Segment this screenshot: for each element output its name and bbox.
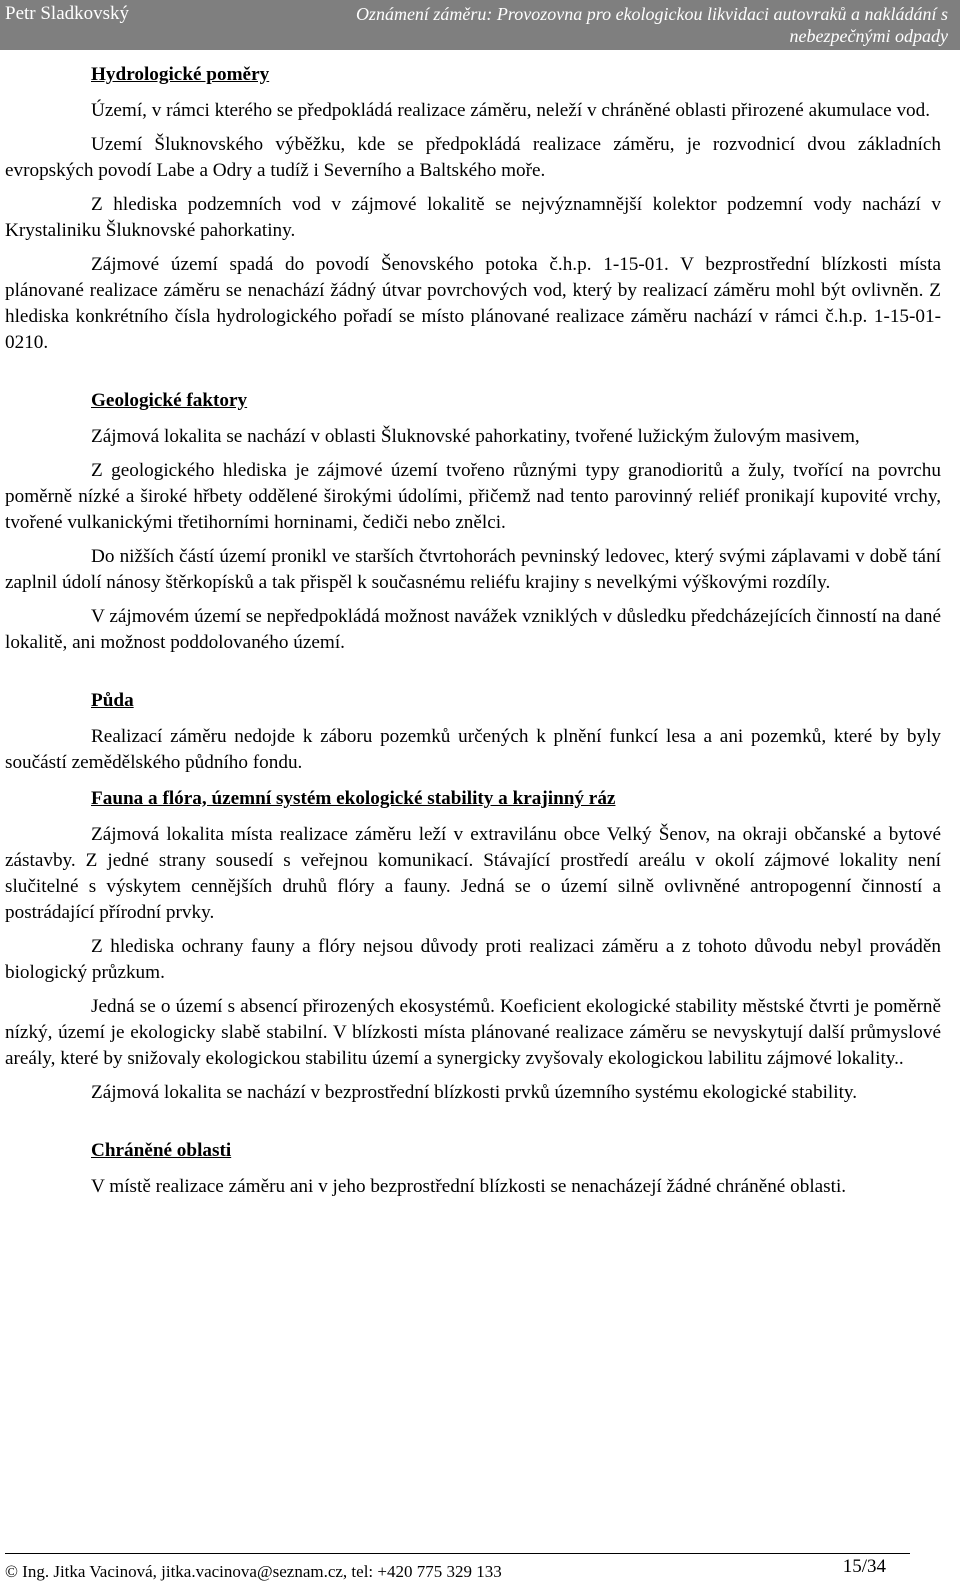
section-heading: Chráněné oblasti xyxy=(91,1140,232,1161)
section-heading: Geologické faktory xyxy=(91,390,248,411)
page-header xyxy=(0,0,960,50)
paragraph: Zájmové území spadá do povodí Šenovského potoka č.h.p. 1-15-01. V bezprostřední blízkosti místa plánované realizace záměru se nenachází žádný útvar povrchových vod, který by realizací záměru mohl být ovlivněn. Z hlediska konkrétního čísla hydrologického pořadí se místo plánované realizace záměru nachází v rámci č.h.p. 1-15-01-0210. xyxy=(5,254,941,353)
paragraph: Uzemí Šluknovského výběžku, kde se předpokládá realizace záměru, je rozvodnicí dvou základních evropských povodí Labe a Odry a tudíž i Severního a Baltského moře. xyxy=(5,134,941,181)
document-body xyxy=(5,60,941,1208)
section-spacer xyxy=(5,364,941,378)
paragraph: Území, v rámci kterého se předpokládá realizace záměru, neleží v chráněné oblasti přirozené akumulace vod. xyxy=(91,100,931,121)
section-heading: Hydrologické poměry xyxy=(91,64,270,85)
paragraph: Realizací záměru nedojde k záboru pozemků určených k plnění funkcí lesa a ani pozemků, které by byly součástí zemědělského půdního fondu. xyxy=(5,726,941,773)
paragraph: Zájmová lokalita se nachází v bezprostřední blízkosti prvků územního systému ekologické stability. xyxy=(91,1082,858,1103)
section-fauna-flora xyxy=(5,786,941,1106)
paragraph: Z hlediska ochrany fauny a flóry nejsou důvody proti realizaci záměru a z tohoto důvodu nebyl prováděn biologický průzkum. xyxy=(5,936,941,983)
paragraph: V místě realizace záměru ani v jeho bezprostřední blízkosti se nenacházejí žádné chráněné oblasti. xyxy=(91,1176,847,1197)
paragraph: Jedná se o území s absencí přirozených ekosystémů. Koeficient ekologické stability městské čtvrti je poměrně nízký, území je ekologicky slabě stabilní. V blízkosti místa plánované realizace záměru se nevyskytují další průmyslové areály, které by snižovaly ekologickou stabilitu území a synergicky zvyšovaly ekologickou labilitu zájmové lokality.. xyxy=(5,996,941,1069)
paragraph: Z geologického hlediska je zájmové území tvořeno různými typy granodioritů a žuly, tvořící na povrchu poměrně nízké a široké hřbety oddělené širokými údolími, přičemž nad tento parovinný reliéf pronikají kupovité vrchy, tvořené vulkanickými třetihorními horninami, čediči nebo znělci. xyxy=(5,460,941,533)
paragraph: Do nižších částí území pronikl ve starších čtvrtohorách pevninský ledovec, který svými záplavami v době tání zaplnil údolí nánosy štěrkopísků a tak přispěl k současnému reliéfu krajiny s nevelkými výškovými rozdíly. xyxy=(5,546,941,593)
section-spacer xyxy=(5,664,941,678)
section-heading: Fauna a flóra, územní systém ekologické stability a krajinný ráz xyxy=(91,788,616,809)
section-geologie xyxy=(5,388,941,656)
paragraph: Zájmová lokalita se nachází v oblasti Šluknovské pahorkatiny, tvořené lužickým žulovým masivem, xyxy=(91,426,860,447)
page-number: 15/34 xyxy=(842,1556,886,1577)
section-heading: Půda xyxy=(91,690,134,711)
footer-contact: © Ing. Jitka Vacinová, jitka.vacinova@seznam.cz, tel: +420 775 329 133 xyxy=(5,1562,502,1581)
header-author: Petr Sladkovský xyxy=(5,3,130,24)
paragraph: Z hlediska podzemních vod v zájmové lokalitě se nejvýznamnější kolektor podzemní vody nachází v Krystaliniku Šluknovské pahorkatiny. xyxy=(5,194,941,241)
paragraph: Zájmová lokalita místa realizace záměru leží v extravilánu obce Velký Šenov, na okraji občanské a bytové zástavby. Z jedné strany sousedí s veřejnou komunikací. Stávající prostředí areálu v okolí zájmové lokality není slučitelné s výskytem cennějších druhů flóry a fauny. Jedná se o území silně ovlivněné antropogenní činností a postrádající přírodní prvky. xyxy=(5,824,941,923)
header-title: Oznámení záměru: Provozovna pro ekologickou likvidaci autovraků a nakládání s nebezpečnými odpady xyxy=(355,4,948,46)
section-puda xyxy=(5,688,941,776)
footer-divider xyxy=(5,1553,910,1554)
section-chranene-oblasti xyxy=(5,1138,941,1200)
section-spacer xyxy=(5,1114,941,1128)
section-hydrologie xyxy=(5,62,941,356)
paragraph: V zájmovém území se nepředpokládá možnost navážek vzniklých v důsledku předcházejících činností na dané lokalitě, ani možnost poddolovaného území. xyxy=(5,606,941,653)
